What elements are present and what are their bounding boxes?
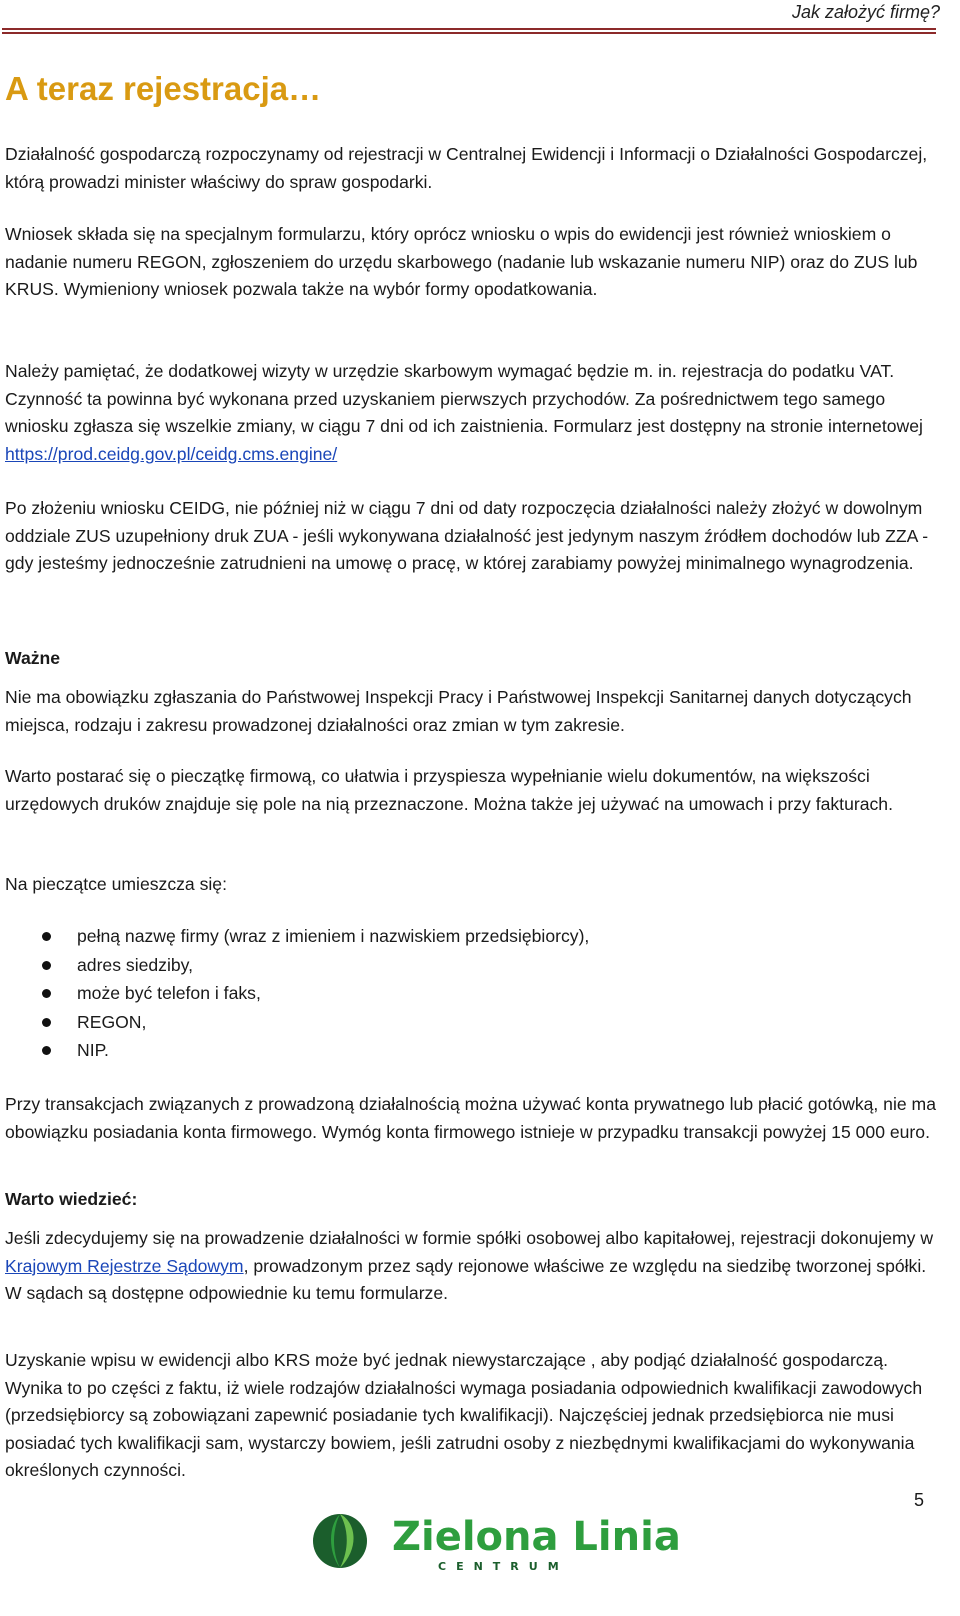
paragraph-company-stamp: Warto postarać się o pieczątkę firmową, co ułatwia i przyspiesza wypełnianie wielu dokumentów, na większości urzędowych druków znajduje się pole na nią przeznaczone. Można także jej używać na umowach i przy fakturach. [5,766,893,814]
paragraph-application-form: Wniosek składa się na specjalnym formularzu, który oprócz wniosku o wpis do ewidencji jest również wnioskiem o nadanie numeru REGON, zgłoszeniem do urzędu skarbowego (nadanie lub wskazanie numeru NIP) oraz do ZUS lub KRUS. Wymieniony wniosek pozwala także na wybór formy opodatkowania. [5,224,918,299]
paragraph-stamp-contents-intro: Na pieczątce umieszcza się: [5,874,227,894]
list-item: może być telefon i faks, [5,979,589,1008]
logo-emblem-icon [313,1514,367,1568]
page-title: A teraz rejestracja… [5,70,322,107]
heading-warto-wiedziec: Warto wiedzieć: [5,1189,138,1209]
page-number: 5 [914,1490,925,1510]
stamp-contents-list [5,922,589,1065]
bullet-icon [42,932,51,941]
bullet-icon [42,1018,51,1027]
list-item: REGON, [5,1008,589,1037]
krs-link[interactable]: Krajowym Rejestrze Sądowym [5,1255,244,1276]
paragraph-vat-registration [5,358,940,468]
paragraph-vat-text: Należy pamiętać, że dodatkowej wizyty w urzędzie skarbowym wymagać będzie m. in. rejestracja do podatku VAT. Czynność ta powinna być wykonana przed uzyskaniem pierwszych przychodów. Za pośrednictwem tego samego wniosku zgłasza się wszelkie zmiany, w ciągu 7 dni od ich zaistnienia. Formularz jest dostępny na stronie internetowej [5,361,923,436]
list-item: NIP. [5,1036,589,1065]
bullet-icon [42,961,51,970]
bullet-icon [42,1046,51,1055]
list-item: pełną nazwę firmy (wraz z imieniem i nazwiskiem przedsiębiorcy), [5,922,589,951]
header-divider [2,28,936,34]
heading-wazne: Ważne [5,648,61,668]
zielona-linia-logo [310,1508,681,1578]
logo-subtitle: CENTRUM [438,1560,569,1573]
paragraph-bank-account: Przy transakcjach związanych z prowadzoną działalnością można używać konta prywatnego lub płacić gotówką, nie ma obowiązku posiadania konta firmowego. Wymóg konta firmowego istnieje w przypadku transakcji powyżej 15 000 euro. [5,1094,936,1142]
paragraph-krs-registration: Jeśli zdecydujemy się na prowadzenie działalności w formie spółki osobowej albo kapitałowej, rejestracji dokonujemy w Krajowym Rejestrze Sądowym, prowadzonym przez sądy rejonowe właściwe ze względu na siedzibę tworzonej spółki. W sądach są dostępne odpowiednie ku temu formularze. [5,1228,934,1303]
list-item: adres siedziby, [5,951,589,980]
paragraph-ceidg-intro: Działalność gospodarczą rozpoczynamy od rejestracji w Centralnej Ewidencji i Informacji o Działalności Gospodarczej, którą prowadzi minister właściwy do spraw gospodarki. [5,144,928,192]
bullet-icon [42,989,51,998]
paragraph-no-inspection-duty: Nie ma obowiązku zgłaszania do Państwowej Inspekcji Pracy i Państwowej Inspekcji Sanitarnej danych dotyczących miejsca, rodzaju i zakresu prowadzonej działalności oraz zmian w tym zakresie. [5,687,912,735]
logo-wordmark: Zielona Linia [392,1514,681,1560]
header-title: Jak założyć firmę? [791,2,940,22]
paragraph-qualifications: Uzyskanie wpisu w ewidencji albo KRS może być jednak niewystarczające , aby podjąć działalność gospodarczą. Wynika to po części z faktu, iż wiele rodzajów działalności wymaga posiadania odpowiednich kwalifikacji zawodowych (przedsiębiorcy są zobowiązani zapewnić posiadanie tych kwalifikacji). Najczęściej jednak przedsiębiorca nie musi posiadać tych kwalifikacji sam, wystarczy bowiem, jeśli zatrudni osoby z niezbędnymi kwalifikacjami do wykonywania określonych czynności. [5,1350,923,1480]
ceidg-link[interactable]: https://prod.ceidg.gov.pl/ceidg.cms.engine/ [5,443,338,464]
paragraph-zus-form: Po złożeniu wniosku CEIDG, nie później niż w ciągu 7 dni od daty rozpoczęcia działalności należy złożyć w dowolnym oddziale ZUS uzupełniony druk ZUA - jeśli wykonywana działalność jest jedynym naszym źródłem dochodów lub ZZA - gdy jesteśmy jednocześnie zatrudnieni na umowę o pracę, w której zarabiamy powyżej minimalnego wynagrodzenia. [5,498,929,573]
